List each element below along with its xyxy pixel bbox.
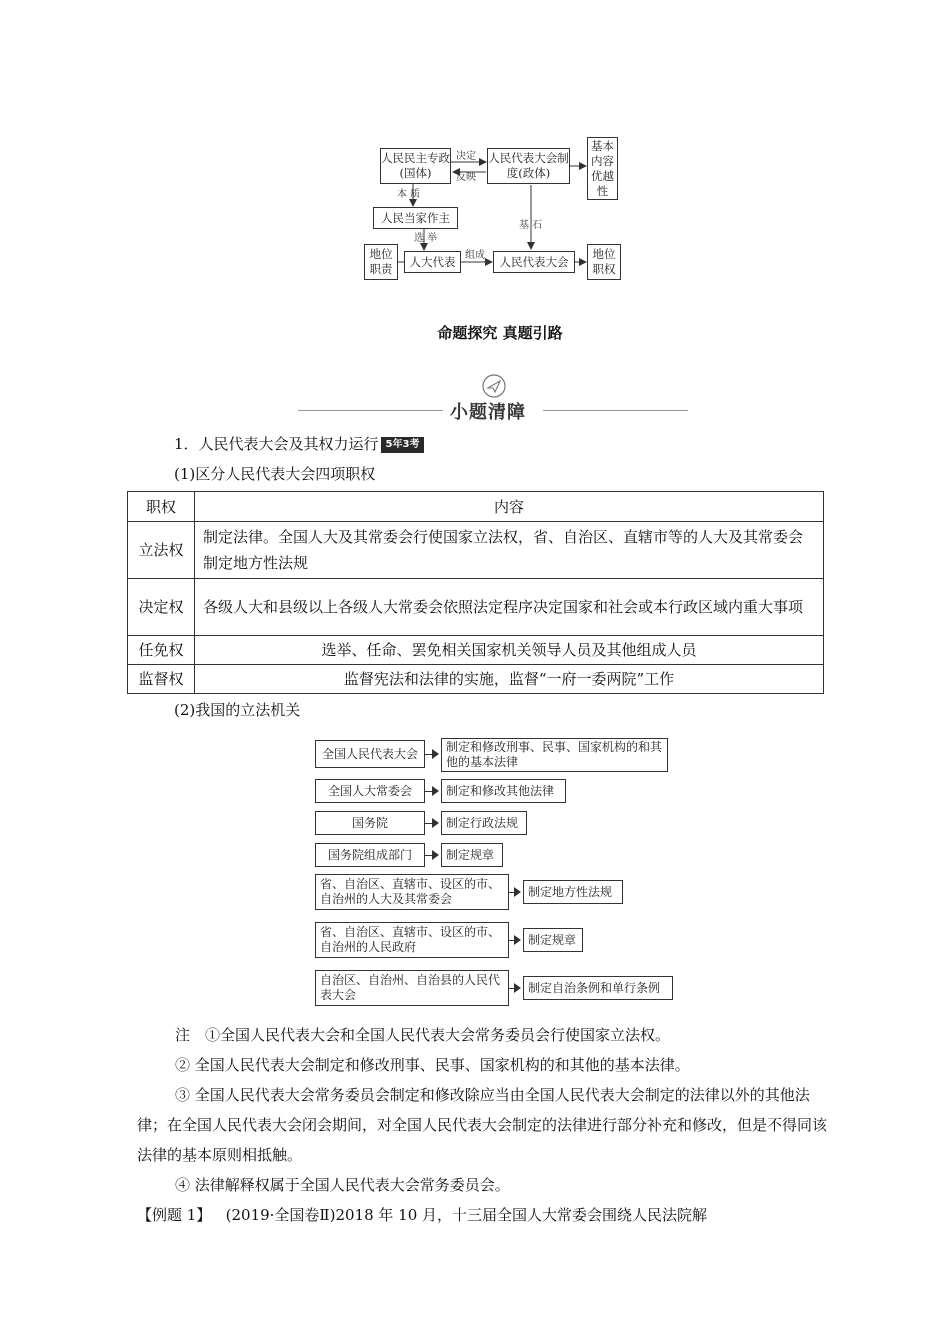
example-label: 【例题 1】 bbox=[137, 1206, 212, 1224]
row-power-content: 监督宪法和法律的实施，监督“一府一委两院”工作 bbox=[195, 665, 824, 694]
note-3: ③ 全国人民代表大会常务委员会制定和修改除应当由全国人民代表大会制定的法律以外的其他法律；在全国人民代表大会闭会期间，对全国人民代表大会制定的法律进行部分补充和修改，但是不得同该法律的基本原则相抵触。 bbox=[137, 1086, 828, 1164]
box-rendadaibiao: 人大代表 bbox=[404, 251, 461, 273]
banner-line-left bbox=[298, 410, 443, 411]
subheading-legislature: (2)我国的立法机关 bbox=[174, 701, 301, 719]
exam-frequency-badge: 5年3考 bbox=[381, 437, 425, 453]
label-xuanju: 选 举 bbox=[414, 233, 438, 244]
arrow-right-icon bbox=[514, 983, 521, 993]
row-power-name: 决定权 bbox=[128, 579, 195, 636]
box-youyue: 基本内容优越性 bbox=[587, 137, 618, 200]
arrow-right-icon bbox=[514, 887, 521, 897]
table-row bbox=[128, 579, 824, 636]
label-fanying: 反映 bbox=[456, 172, 476, 183]
organ-box: 自治区、自治州、自治县的人民代表大会 bbox=[315, 970, 509, 1006]
arrow-right-icon bbox=[432, 818, 439, 828]
power-box: 制定地方性法规 bbox=[523, 880, 623, 904]
example-1 bbox=[137, 1200, 827, 1230]
organ-box: 全国人大常委会 bbox=[315, 779, 425, 803]
table-row bbox=[128, 522, 824, 579]
arrow-right-icon bbox=[514, 935, 521, 945]
note-1: 注 ①全国人民代表大会和全国人民代表大会常务委员会行使国家立法权。 bbox=[175, 1026, 671, 1044]
label-jishi: 基 石 bbox=[519, 220, 543, 231]
arrow-right-icon bbox=[432, 786, 439, 796]
box-renmindaibiaodahui: 人民代表大会 bbox=[493, 251, 575, 273]
label-jueding: 决定 bbox=[456, 151, 476, 162]
organ-box: 全国人民代表大会 bbox=[315, 740, 425, 768]
topic-heading-text: 1．人民代表大会及其权力运行 bbox=[174, 435, 379, 453]
subheading-powers: (1)区分人民代表大会四项职权 bbox=[174, 465, 376, 483]
banner-title: 小题清障 bbox=[450, 402, 526, 423]
banner-line-right bbox=[543, 410, 688, 411]
powers-table bbox=[127, 491, 824, 694]
row-power-name: 立法权 bbox=[128, 522, 195, 579]
organ-box: 国务院组成部门 bbox=[315, 843, 425, 867]
organ-box: 国务院 bbox=[315, 811, 425, 835]
table-header-content: 内容 bbox=[195, 492, 824, 522]
organ-box: 省、自治区、直辖市、设区的市、自治州的人大及其常委会 bbox=[315, 874, 509, 910]
table-row bbox=[128, 636, 824, 665]
topic-heading bbox=[174, 434, 424, 454]
power-box: 制定和修改其他法律 bbox=[441, 779, 566, 803]
box-guoti: 人民民主专政(国体) bbox=[380, 148, 451, 184]
table-header-power: 职权 bbox=[128, 492, 195, 522]
row-power-content: 各级人大和县级以上各级人大常委会依照法定程序决定国家和社会或本行政区域内重大事项 bbox=[195, 579, 824, 636]
power-box: 制定规章 bbox=[441, 843, 503, 867]
example-text: (2019·全国卷Ⅱ)2018 年 10 月，十三届全国人大常委会围绕人民法院解 bbox=[225, 1206, 708, 1224]
box-diwei-right: 地位职权 bbox=[587, 244, 621, 280]
box-dangjia: 人民当家作主 bbox=[373, 207, 458, 229]
notes bbox=[137, 1020, 827, 1230]
power-box: 制定和修改刑事、民事、国家机构的和其他的基本法律 bbox=[441, 738, 668, 772]
power-box: 制定自治条例和单行条例 bbox=[523, 976, 673, 1000]
label-benzhi: 本 质 bbox=[397, 189, 421, 200]
table-row bbox=[128, 665, 824, 694]
arrow-right-icon bbox=[432, 850, 439, 860]
paper-plane-icon bbox=[480, 373, 510, 399]
section-title: 命题探究 真题引路 bbox=[437, 324, 563, 342]
row-power-content: 选举、任命、罢免相关国家机关领导人员及其他组成人员 bbox=[195, 636, 824, 665]
arrow-right-icon bbox=[432, 749, 439, 759]
row-power-content: 制定法律。全国人大及其常委会行使国家立法权，省、自治区、直辖市等的人大及其常委会制定地方性法规 bbox=[195, 522, 824, 579]
organ-box: 省、自治区、直辖市、设区的市、自治州的人民政府 bbox=[315, 922, 509, 958]
box-diwei-left: 地位职责 bbox=[364, 244, 398, 280]
table-header-row bbox=[128, 492, 824, 522]
label-zucheng: 组成 bbox=[465, 250, 485, 261]
power-box: 制定规章 bbox=[523, 928, 583, 952]
row-power-name: 监督权 bbox=[128, 665, 195, 694]
row-power-name: 任免权 bbox=[128, 636, 195, 665]
box-zhengti: 人民代表大会制度(政体) bbox=[487, 148, 570, 184]
note-4: ④ 法律解释权属于全国人民代表大会常务委员会。 bbox=[175, 1176, 510, 1194]
power-box: 制定行政法规 bbox=[441, 811, 527, 835]
note-2: ② 全国人民代表大会制定和修改刑事、民事、国家机构的和其他的基本法律。 bbox=[175, 1056, 690, 1074]
